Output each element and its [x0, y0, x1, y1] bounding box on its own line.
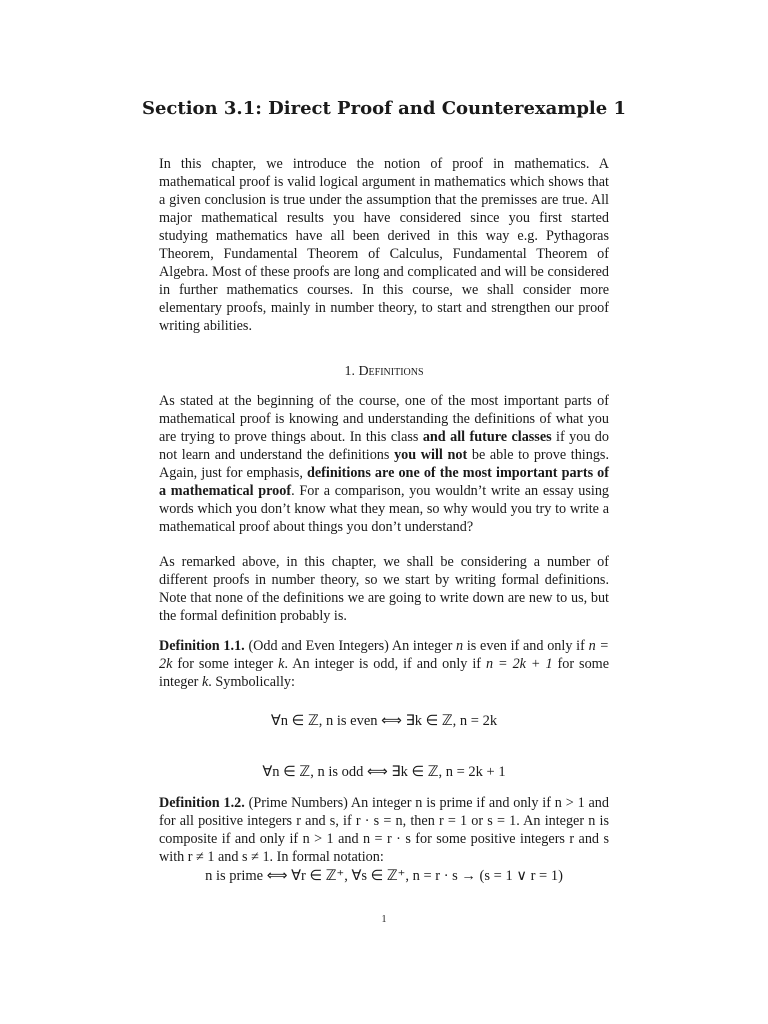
definitions-bold-3: definitions are one of the most important parts of a mathematical proof: [159, 465, 610, 499]
intro-paragraph: In this chapter, we introduce the notion of proof in mathematics. A mathematical proof is valid logical argument in mathematics which shows that a given conclusion is true under the assumption that the premisses are true. All major mathematical results you have considered since you first started studying mathematics have all been derived in this way e.g. Pythagoras Theorem, Fundamental Theorem of Calculus, Fundamental Theorem of Algebra. Most of these proofs are long and complicated and will be considered in further mathematics courses. In this course, we shall consider more elementary proofs, mainly in number theory, to start and strengthen our proof writing abilities.: [159, 156, 609, 334]
page-title: Section 3.1: Direct Proof and Counterexample 1: [141, 98, 627, 119]
remark-paragraph: As remarked above, in this chapter, we shall be considering a number of different proofs in number theory, so we start by writing formal definitions. Note that none of the definitions we are going to write down are new to us, but the formal definition probably is.: [159, 554, 609, 624]
definition-1-1-text-a: (Odd and Even Integers) An integer: [244, 638, 457, 654]
definition-1-1-text-d: . An integer is odd, if and only if: [284, 656, 486, 672]
display-odd-definition: ∀n ∈ ℤ, n is odd ⟺ ∃k ∈ ℤ, n = 2k + 1: [262, 764, 506, 780]
definitions-bold-1: and all future classes: [422, 429, 552, 445]
definition-1-1: [159, 637, 609, 691]
var-k-2: k: [201, 674, 209, 690]
var-k: k: [278, 656, 285, 672]
var-n: n: [456, 638, 464, 654]
definition-1-1-label: Definition 1.1.: [159, 638, 245, 654]
definitions-bold-2: you will not: [394, 447, 468, 463]
definitions-text-1: As stated at the beginning of the course, one of the most important parts of mathematical proof is knowing and understanding the definitions of what you are trying to prove things about. In this class: [159, 393, 609, 445]
equation-even: n = 2k: [159, 638, 609, 672]
display-prime-definition: n is prime ⟺ ∀r ∈ ℤ⁺, ∀s ∈ ℤ⁺, n = r · s → (s = 1 ∨ r = 1): [205, 868, 563, 884]
definition-1-1-text-f: . Symbolically:: [208, 674, 295, 690]
definitions-paragraph: [159, 392, 609, 536]
definitions-text-2: if you do not learn and understand the definitions: [159, 429, 609, 463]
equation-odd: n = 2k + 1: [485, 656, 553, 672]
definitions-text-4: . For a comparison, you wouldn’t write an essay using words which you don’t know what they mean, so why would you try to write a mathematical proof about things you don’t understand?: [159, 483, 610, 535]
definition-1-2-label: Definition 1.2.: [159, 795, 245, 811]
definition-1-2-text: (Prime Numbers) An integer n is prime if and only if n > 1 and for all positive integers r and s, if r · s = n, then r = 1 or s = 1. An integer n is composite if and only if n > 1 and n = r · s for some positive integers r and s with r ≠ 1 and s ≠ 1. In formal notation:: [159, 795, 609, 865]
definition-1-1-text-e: for some integer: [159, 656, 609, 690]
definition-1-1-text-b: is even if and only if: [463, 638, 589, 654]
definitions-text-3: be able to prove things. Again, just for emphasis,: [159, 447, 610, 481]
definition-1-2: [159, 794, 609, 866]
page-number: 1: [381, 914, 387, 925]
definition-1-1-text-c: for some integer: [172, 656, 279, 672]
display-even-definition: ∀n ∈ ℤ, n is even ⟺ ∃k ∈ ℤ, n = 2k: [270, 713, 498, 729]
section-heading-definitions: 1. Definitions: [344, 364, 424, 379]
